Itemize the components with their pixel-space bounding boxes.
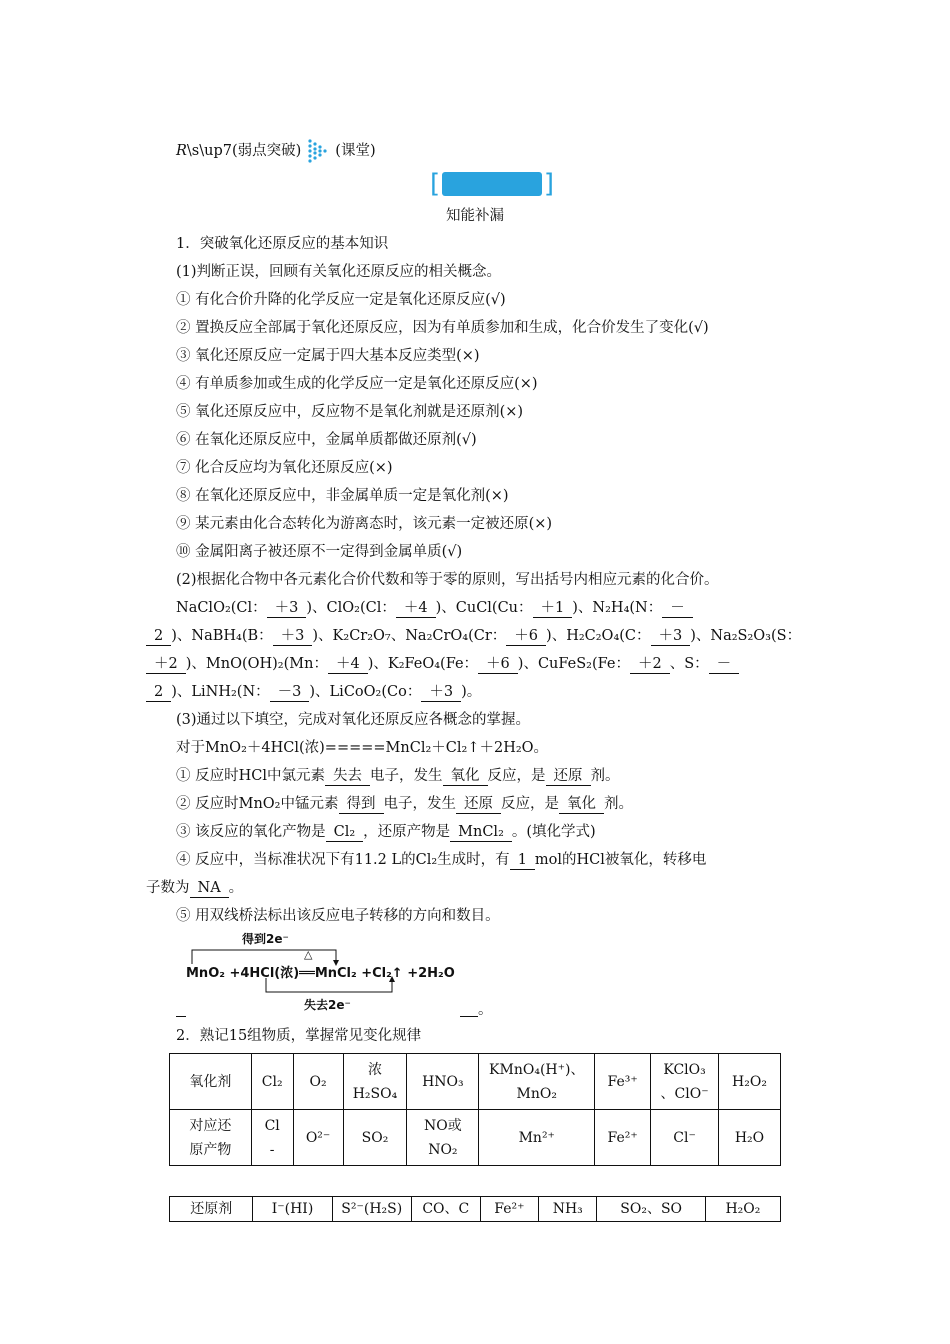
judgement-9: ⑨ 某元素由化合态转化为游离态时，该元素一定被还原(×): [176, 516, 553, 532]
table-cell: CO、C: [411, 1197, 480, 1222]
answer-blank: 还原: [456, 796, 501, 814]
table-cell: O₂: [293, 1054, 343, 1110]
table-cell: O²⁻: [293, 1110, 343, 1166]
heat-delta-icon: △: [304, 948, 313, 961]
text-segment: ，还原产物是: [363, 824, 451, 840]
answer-blank: 1: [510, 852, 535, 870]
answer-blank: 2: [146, 684, 171, 702]
text-segment: ③ 该反应的氧化产物是: [176, 824, 326, 840]
paragraph-1: (1)判断正误，回顾有关氧化还原反应的相关概念。: [176, 264, 502, 280]
table-cell: Mn²⁺: [479, 1110, 595, 1166]
banner-bar: [442, 172, 542, 196]
answer-blank: NA: [190, 880, 229, 898]
text-segment: 反应，是: [487, 768, 546, 784]
judgement-1: ① 有化合价升降的化学反应一定是氧化还原反应(√): [176, 292, 506, 308]
table-cell: I⁻(HI): [253, 1197, 332, 1222]
text-segment: )、CuCl(Cu：: [435, 600, 533, 616]
answer-blank: ＋2: [146, 656, 186, 674]
fill-question-3: [176, 822, 596, 842]
text-segment: NaClO₂(Cl：: [176, 600, 267, 616]
table-cell: Cl -: [251, 1110, 293, 1166]
answer-blank: ＋3: [651, 628, 691, 646]
answer-line-start: [176, 1016, 186, 1017]
diagram-equation: MnO₂ +4HCl(浓)══MnCl₂ +Cl₂↑ +2H₂O: [186, 966, 455, 981]
table-cell: Cl⁻: [651, 1110, 719, 1166]
valence-line-1: [176, 598, 693, 618]
left-bracket-icon: [: [430, 169, 441, 199]
judgement-10: ⑩ 金属阳离子被还原不一定得到金属单质(√): [176, 544, 463, 560]
table-cell: NH₃: [539, 1197, 597, 1222]
answer-blank: 失去: [325, 768, 370, 786]
table-cell: 对应还 原产物: [170, 1110, 252, 1166]
answer-blank: ＋3: [421, 684, 461, 702]
table-cell: 浓 H₂SO₄: [343, 1054, 407, 1110]
text-segment: )。: [461, 684, 482, 700]
answer-blank: －: [662, 600, 693, 618]
answer-blank: －3: [270, 684, 310, 702]
table-cell: KMnO₄(H⁺)、 MnO₂: [479, 1054, 595, 1110]
table-cell: 还原剂: [170, 1197, 253, 1222]
answer-blank: ＋4: [328, 656, 368, 674]
judgement-7: ⑦ 化合反应均为氧化还原反应(×): [176, 460, 393, 476]
section-title: 知能补漏: [446, 208, 504, 224]
answer-blank: 还原: [546, 768, 591, 786]
answer-blank: ＋4: [396, 600, 436, 618]
table-cell: H₂O: [719, 1110, 781, 1166]
table-cell: Fe²⁺: [595, 1110, 651, 1166]
text-segment: )、CuFeS₂(Fe：: [517, 656, 630, 672]
text-segment: 。: [228, 880, 244, 896]
text-segment: )、Na₂S₂O₃(S：: [690, 628, 802, 644]
reduction-product-row: [170, 1110, 781, 1166]
fill-question-2: [176, 794, 633, 814]
paragraph-3: (3)通过以下填空，完成对氧化还原反应各概念的掌握。: [176, 712, 531, 728]
text-segment: 、S：: [669, 656, 709, 672]
answer-line-end: [460, 1016, 478, 1017]
table-cell: 氧化剂: [170, 1054, 252, 1110]
judgement-6: ⑥ 在氧化还原反应中，金属单质都做还原剂(√): [176, 432, 477, 448]
reducer-row: [170, 1197, 781, 1222]
judgement-2: ② 置换反应全部属于氧化还原反应，因为有单质参加和生成，化合价发生了变化(√): [176, 320, 709, 336]
table-cell: HNO₃: [407, 1054, 479, 1110]
paragraph-2: (2)根据化合物中各元素化合价代数和等于零的原则，写出括号内相应元素的化合价。: [176, 572, 719, 588]
table-cell: KClO₃ 、ClO⁻: [651, 1054, 719, 1110]
text-segment: )、ClO₂(Cl：: [306, 600, 396, 616]
judgement-3: ③ 氧化还原反应一定属于四大基本反应类型(×): [176, 348, 480, 364]
text-segment: )、NaBH₄(B：: [171, 628, 273, 644]
answer-blank: 氧化: [559, 796, 604, 814]
table-cell: SO₂、SO: [597, 1197, 705, 1222]
lesson-header: [176, 138, 376, 164]
table-cell: Cl₂: [251, 1054, 293, 1110]
header-suffix: (课堂): [335, 143, 376, 159]
answer-blank: ＋2: [630, 656, 670, 674]
text-segment: ① 反应时HCl中氯元素: [176, 768, 325, 784]
oxidizer-table: [169, 1053, 781, 1166]
answer-blank: －: [709, 656, 740, 674]
text-segment: 剂。: [590, 768, 620, 784]
text-segment: 电子，发生: [383, 796, 456, 812]
answer-blank: ＋6: [478, 656, 518, 674]
text-segment: 电子，发生: [370, 768, 443, 784]
reaction-equation: 对于MnO₂＋4HCl(浓)=====MnCl₂＋Cl₂↑＋2H₂O。: [176, 740, 549, 756]
text-segment: 。(填化学式): [511, 824, 596, 840]
text-segment: ④ 反应中，当标准状况下有11.2 L的Cl₂生成时，有: [176, 852, 510, 868]
fill-question-4a: [176, 850, 706, 870]
text-segment: )、K₂FeO₄(Fe：: [367, 656, 479, 672]
right-bracket-icon: ]: [543, 169, 554, 199]
judgement-5: ⑤ 氧化还原反应中，反应物不是氧化剂就是还原剂(×): [176, 404, 524, 420]
gain-label: 得到2e⁻: [242, 932, 289, 946]
valence-line-4: [146, 682, 481, 702]
answer-blank: 2: [146, 628, 171, 646]
answer-blank: ＋3: [267, 600, 307, 618]
fill-question-1: [176, 766, 620, 786]
text-segment: ② 反应时MnO₂中锰元素: [176, 796, 339, 812]
answer-blank: 得到: [339, 796, 384, 814]
text-segment: )、K₂Cr₂O₇、Na₂CrO₄(Cr：: [312, 628, 507, 644]
text-segment: 子数为: [146, 880, 190, 896]
answer-blank: ＋3: [273, 628, 313, 646]
answer-blank: Cl₂: [326, 824, 364, 842]
text-segment: )、MnO(OH)₂(Mn：: [185, 656, 328, 672]
text-segment: 剂。: [604, 796, 633, 812]
answer-end-mark: 。: [478, 1002, 493, 1018]
table-cell: NO或 NO₂: [407, 1110, 479, 1166]
lose-label: 失去2e⁻: [304, 998, 351, 1012]
electron-transfer-diagram: [178, 930, 498, 1022]
header-prefix: R\s\up7(弱点突破): [176, 143, 302, 159]
judgement-8: ⑧ 在氧化还原反应中，非金属单质一定是氧化剂(×): [176, 488, 509, 504]
text-segment: )、LiCoO₂(Co：: [309, 684, 422, 700]
fill-question-4b: [146, 878, 243, 898]
text-segment: mol的HCl被氧化，转移电: [534, 852, 707, 868]
heading-1: 1．突破氧化还原反应的基本知识: [176, 236, 389, 252]
text-segment: )、N₂H₄(N：: [572, 600, 663, 616]
table-cell: SO₂: [343, 1110, 407, 1166]
valence-line-3: [146, 654, 739, 674]
table-cell: H₂O₂: [705, 1197, 780, 1222]
table-cell: S²⁻(H₂S): [332, 1197, 411, 1222]
answer-blank: 氧化: [443, 768, 488, 786]
table-cell: Fe³⁺: [595, 1054, 651, 1110]
reducer-table: [169, 1196, 781, 1222]
valence-line-2: [146, 626, 801, 646]
question-5: ⑤ 用双线桥法标出该反应电子转移的方向和数目。: [176, 908, 500, 924]
judgement-4: ④ 有单质参加或生成的化学反应一定是氧化还原反应(×): [176, 376, 538, 392]
heading-2: 2．熟记15组物质，掌握常见变化规律: [176, 1028, 422, 1044]
text-segment: )、LiNH₂(N：: [171, 684, 270, 700]
oxidizer-row: [170, 1054, 781, 1110]
answer-blank: ＋6: [506, 628, 546, 646]
text-segment: )、H₂C₂O₄(C：: [546, 628, 651, 644]
table-cell: H₂O₂: [719, 1054, 781, 1110]
answer-blank: MnCl₂: [450, 824, 512, 842]
text-segment: 反应，是: [501, 796, 559, 812]
answer-blank: ＋1: [533, 600, 573, 618]
table-cell: Fe²⁺: [480, 1197, 538, 1222]
section-banner: [430, 170, 554, 198]
forward-arrows-icon: [307, 138, 329, 164]
